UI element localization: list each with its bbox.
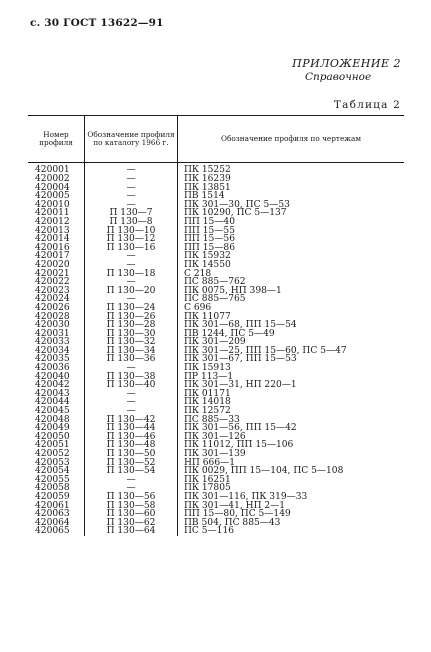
profile-number-cell: 420013 bbox=[35, 225, 70, 236]
drawing-designation-cell: ПП 15—56 bbox=[178, 235, 405, 244]
drawing-designation-cell: ПК 301—56, ПП 15—42 bbox=[178, 424, 405, 433]
profile-number-cell: 420061 bbox=[35, 500, 70, 511]
catalog-designation-cell: П 130—62 bbox=[85, 519, 178, 528]
drawing-designation-cell: ПК 11077 bbox=[178, 313, 405, 322]
profile-number-cell: 420023 bbox=[35, 285, 70, 296]
profile-number-cell: 420031 bbox=[35, 328, 70, 339]
catalog-designation-cell: П 130—42 bbox=[85, 416, 178, 425]
drawing-designation-cell: ПС 885—762 bbox=[178, 278, 405, 287]
catalog-designation-cell: П 130—10 bbox=[85, 227, 178, 236]
profile-number-cell: 420059 bbox=[35, 491, 70, 502]
catalog-designation-cell: — bbox=[85, 398, 178, 407]
profile-number-cell: 420016 bbox=[35, 242, 70, 253]
header-drawing-designation: Обозначение профиля по чертежам bbox=[178, 116, 405, 163]
page-header: с. 30 ГОСТ 13622—91 bbox=[30, 17, 164, 29]
drawing-designation-cell: ПК 16251 bbox=[178, 476, 405, 485]
catalog-designation-cell: — bbox=[85, 261, 178, 270]
catalog-designation-cell: П 130—40 bbox=[85, 381, 178, 390]
drawing-designation-cell: ПК 301—30, ПС 5—53 bbox=[178, 201, 405, 210]
drawing-designation-cell: ПК 15252 bbox=[178, 163, 405, 176]
catalog-designation-cell: — bbox=[85, 484, 178, 493]
profile-number-cell: 420043 bbox=[35, 388, 70, 399]
drawing-designation-cell: ПК 11012, ПП 15—106 bbox=[178, 441, 405, 450]
profile-number-cell: 420040 bbox=[35, 371, 70, 382]
catalog-designation-cell: П 130—46 bbox=[85, 433, 178, 442]
drawing-designation-cell: ПК 10290, ПС 5—137 bbox=[178, 209, 405, 218]
catalog-designation-cell: — bbox=[85, 295, 178, 304]
profile-number-cell: 420010 bbox=[35, 199, 70, 210]
catalog-designation-cell: — bbox=[85, 252, 178, 261]
drawing-designation-cell: ПК 301—31, НП 220—1 bbox=[178, 381, 405, 390]
drawing-designation-cell: ПК 15913 bbox=[178, 364, 405, 373]
drawing-designation-cell: ПВ 504, ПС 885—43 bbox=[178, 519, 405, 528]
table-header-row bbox=[28, 116, 404, 163]
drawing-designation-cell: ПК 301—68, ПП 15—54 bbox=[178, 321, 405, 330]
drawing-designation-cell: ПВ 1514 bbox=[178, 192, 405, 201]
drawing-designation-cell: ПК 301—67, ПП 15—53 bbox=[178, 355, 405, 364]
appendix-subtitle: Справочное bbox=[305, 71, 372, 83]
drawing-designation-cell: С 218 bbox=[178, 270, 405, 279]
drawing-designation-cell: ПП 15—40 bbox=[178, 218, 405, 227]
catalog-designation-cell: П 130—30 bbox=[85, 330, 178, 339]
profile-table bbox=[28, 115, 404, 536]
catalog-designation-cell: П 130—32 bbox=[85, 338, 178, 347]
drawing-designation-cell: ПК 15932 bbox=[178, 252, 405, 261]
profile-number-cell: 420028 bbox=[35, 311, 70, 322]
profile-number-cell: 420042 bbox=[35, 380, 70, 391]
profile-number-cell: 420053 bbox=[35, 457, 70, 468]
profile-number-cell: 420044 bbox=[35, 397, 70, 408]
profile-number-cell: 420017 bbox=[35, 251, 70, 262]
profile-number-cell: 420011 bbox=[35, 208, 70, 219]
drawing-designation-cell: ПК 14018 bbox=[178, 398, 405, 407]
drawing-designation-cell: ПК 301—139 bbox=[178, 450, 405, 459]
catalog-designation-cell: П 130—44 bbox=[85, 424, 178, 433]
profile-number-cell: 420034 bbox=[35, 345, 70, 356]
catalog-designation-cell: П 130—58 bbox=[85, 502, 178, 511]
profile-number-cell: 420058 bbox=[35, 483, 70, 494]
catalog-designation-cell: — bbox=[85, 163, 178, 176]
appendix-title: ПРИЛОЖЕНИЕ 2 bbox=[292, 57, 401, 70]
catalog-designation-cell: П 130—16 bbox=[85, 244, 178, 253]
profile-number-cell: 420005 bbox=[35, 191, 70, 202]
drawing-designation-cell: ПК 301—209 bbox=[178, 338, 405, 347]
catalog-designation-cell: — bbox=[85, 175, 178, 184]
drawing-designation-cell: ПК 17805 bbox=[178, 484, 405, 493]
catalog-designation-cell: П 130—54 bbox=[85, 467, 178, 476]
drawing-designation-cell: ПВ 1244, ПС 5—49 bbox=[178, 330, 405, 339]
table-row bbox=[28, 295, 404, 304]
drawing-designation-cell: ПК 301—41, НП 2—1 bbox=[178, 502, 405, 511]
profile-number-cell: 420052 bbox=[35, 449, 70, 459]
drawing-designation-cell: ПП 15—86 bbox=[178, 244, 405, 253]
table-body bbox=[28, 163, 404, 536]
profile-number-cell: 420012 bbox=[35, 216, 70, 227]
drawing-designation-cell: ПК 12572 bbox=[178, 407, 405, 416]
catalog-designation-cell: П 130—26 bbox=[85, 313, 178, 322]
catalog-designation-cell: — bbox=[85, 407, 178, 416]
catalog-designation-cell: — bbox=[85, 278, 178, 287]
profile-number-cell: 420063 bbox=[35, 509, 70, 520]
profile-number-cell: 420022 bbox=[35, 277, 70, 288]
profile-number-cell: 420021 bbox=[35, 268, 70, 279]
profile-number-cell: 420064 bbox=[35, 517, 70, 528]
profile-number-cell: 420050 bbox=[35, 431, 70, 442]
drawing-designation-cell: ПК 0075, НП 398—1 bbox=[178, 287, 405, 296]
catalog-designation-cell: П 130—12 bbox=[85, 235, 178, 244]
header-catalog-designation: Обозначение профиля по каталогу 1966 г. bbox=[85, 116, 178, 163]
drawing-designation-cell: С 696 bbox=[178, 304, 405, 313]
catalog-designation-cell: П 130—8 bbox=[85, 218, 178, 227]
drawing-designation-cell: ПК 301—116, ПК 319—33 bbox=[178, 493, 405, 502]
catalog-designation-cell: П 130—56 bbox=[85, 493, 178, 502]
profile-number-cell: 420030 bbox=[35, 320, 70, 331]
drawing-designation-cell: ПП 15—55 bbox=[178, 227, 405, 236]
profile-number-cell: 420024 bbox=[35, 294, 70, 305]
profile-number-cell: 420020 bbox=[35, 259, 70, 270]
catalog-designation-cell: П 130—36 bbox=[85, 355, 178, 364]
profile-number-cell: 420049 bbox=[35, 423, 70, 434]
profile-number-cell: 420045 bbox=[35, 406, 70, 417]
profile-number-cell: 420036 bbox=[35, 363, 70, 374]
profile-number-cell: 420065 bbox=[35, 526, 70, 537]
table-row bbox=[28, 261, 404, 270]
drawing-designation-cell: ПП 15—80, ПС 5—149 bbox=[178, 510, 405, 519]
catalog-designation-cell: — bbox=[85, 201, 178, 210]
catalog-designation-cell: — bbox=[85, 192, 178, 201]
header-profile-number: Номер профиля bbox=[28, 116, 85, 163]
table-title: Таблица 2 bbox=[333, 99, 401, 111]
catalog-designation-cell: П 130—20 bbox=[85, 287, 178, 296]
drawing-designation-cell: ПК 13851 bbox=[178, 184, 405, 193]
catalog-designation-cell: П 130—28 bbox=[85, 321, 178, 330]
drawing-designation-cell: ПР 113—1 bbox=[178, 373, 405, 382]
catalog-designation-cell: — bbox=[85, 184, 178, 193]
drawing-designation-cell: ПС 885—765 bbox=[178, 295, 405, 304]
drawing-designation-cell: ПК 14550 bbox=[178, 261, 405, 270]
profile-number-cell: 420033 bbox=[35, 337, 70, 348]
drawing-designation-cell: ПК 01171 bbox=[178, 390, 405, 399]
drawing-designation-cell: ПК 0029, ПП 15—104, ПС 5—108 bbox=[178, 467, 405, 476]
drawing-designation-cell: ПК 301—25, ПП 15—60, ПС 5—47 bbox=[178, 347, 405, 356]
catalog-designation-cell: — bbox=[85, 390, 178, 399]
profile-number-cell: 420048 bbox=[35, 414, 70, 425]
drawing-designation-cell: ПС 885—33 bbox=[178, 416, 405, 425]
catalog-designation-cell: П 130—60 bbox=[85, 510, 178, 519]
profile-number-cell: 420001 bbox=[35, 165, 70, 176]
catalog-designation-cell: П 130—38 bbox=[85, 373, 178, 382]
profile-number-cell: 420004 bbox=[35, 182, 70, 193]
profile-number-cell: 420002 bbox=[35, 174, 70, 184]
drawing-designation-cell: НП 666—1 bbox=[178, 459, 405, 468]
catalog-designation-cell: П 130—50 bbox=[85, 450, 178, 459]
catalog-designation-cell: — bbox=[85, 364, 178, 373]
catalog-designation-cell: — bbox=[85, 476, 178, 485]
profile-number-cell: 420054 bbox=[35, 466, 70, 477]
catalog-designation-cell: П 130—34 bbox=[85, 347, 178, 356]
catalog-designation-cell: П 130—48 bbox=[85, 441, 178, 450]
drawing-designation-cell: ПС 5—116 bbox=[178, 527, 405, 536]
catalog-designation-cell: П 130—52 bbox=[85, 459, 178, 468]
catalog-designation-cell: П 130—64 bbox=[85, 527, 178, 536]
profile-number-cell: 420014 bbox=[35, 234, 70, 245]
profile-number-cell: 420026 bbox=[35, 302, 70, 313]
catalog-designation-cell: П 130—24 bbox=[85, 304, 178, 313]
drawing-designation-cell: ПК 301—126 bbox=[178, 433, 405, 442]
profile-number-cell: 420035 bbox=[35, 354, 70, 365]
drawing-designation-cell: ПК 16239 bbox=[178, 175, 405, 184]
table-row bbox=[28, 527, 404, 536]
profile-number-cell: 420051 bbox=[35, 440, 70, 451]
catalog-designation-cell: П 130—18 bbox=[85, 270, 178, 279]
profile-number-cell: 420055 bbox=[35, 474, 70, 485]
catalog-designation-cell: П 130—7 bbox=[85, 209, 178, 218]
